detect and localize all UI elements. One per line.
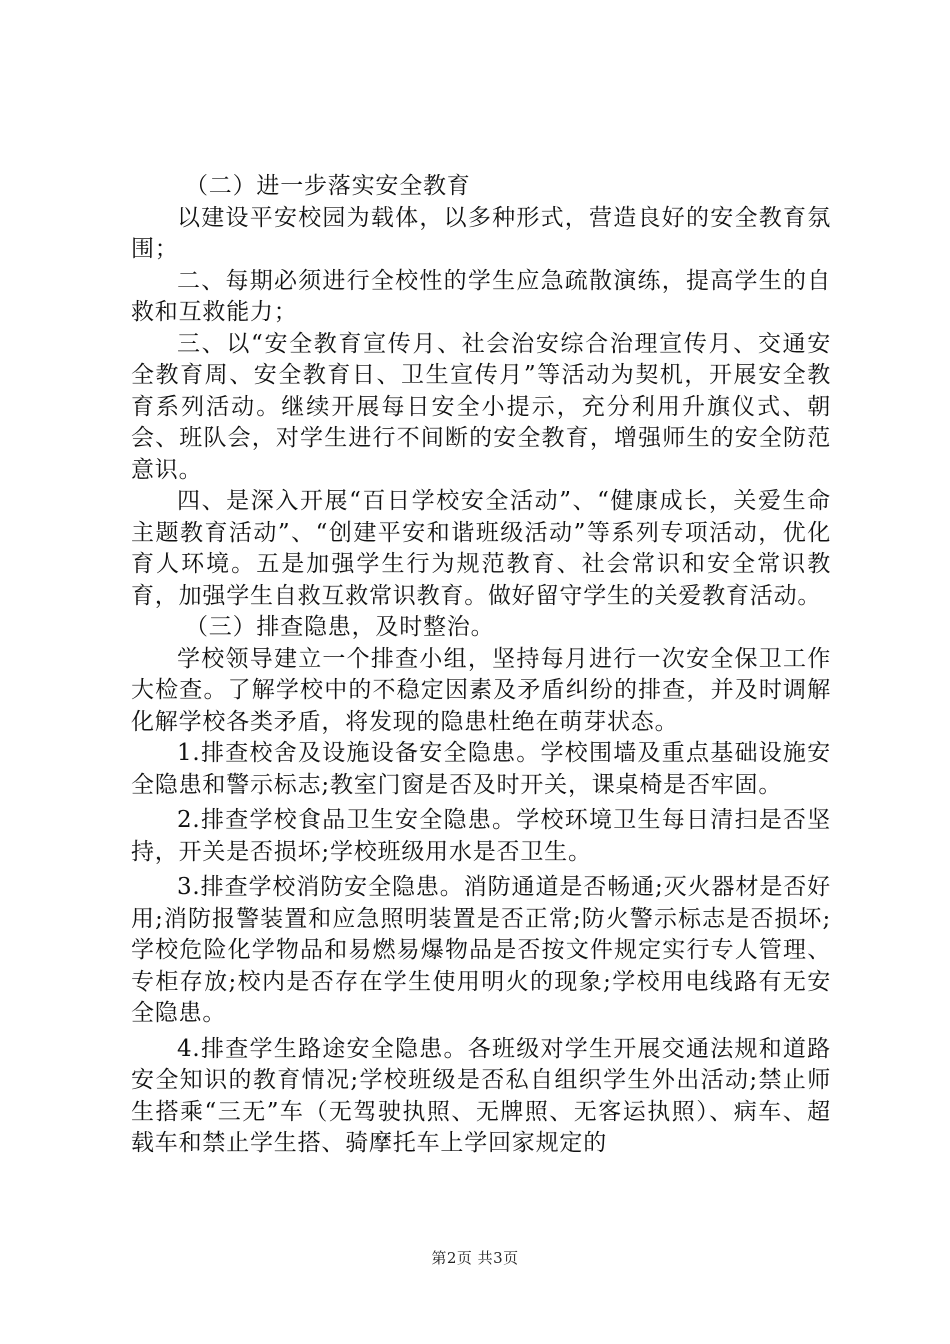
paragraph: 以建设平安校园为载体，以多种形式，营造良好的安全教育氛围； <box>131 204 831 262</box>
paragraph: 四、是深入开展“百日学校安全活动”、“健康成长，关爱生命主题教育活动”、“创建平安和谐班级活动”等系列专项活动，优化育人环境。五是加强学生行为规范教育、社会常识和安全常识教育，加强学生自救互救常识教育。做好留守学生的关爱教育活动。 <box>131 488 831 609</box>
paragraph: 三、以“安全教育宣传月、社会治安综合治理宣传月、交通安全教育周、安全教育日、卫生宣传月”等活动为契机，开展安全教育系列活动。继续开展每日安全小提示，充分利用升旗仪式、朝会、班队会，对学生进行不间断的安全教育，增强师生的安全防范意识。 <box>131 330 831 483</box>
list-item: 3.排查学校消防安全隐患。消防通道是否畅通;灭火器材是否好用;消防报警装置和应急照明装置是否正常;防火警示标志是否损坏;学校危险化学物品和易燃易爆物品是否按文件规定实行专人管理、专柜存放;校内是否存在学生使用明火的现象;学校用电线路有无安全隐患。 <box>131 874 831 1026</box>
list-item: 1.排查校舍及设施设备安全隐患。学校围墙及重点基础设施安全隐患和警示标志;教室门窗是否及时开关，课桌椅是否牢固。 <box>131 740 831 798</box>
list-item: 4.排查学生路途安全隐患。各班级对学生开展交通法规和道路安全知识的教育情况;学校班级是否私自组织学生外出活动;禁止师生搭乘“三无”车（无驾驶执照、无牌照、无客运执照）、病车、超载车和禁止学生搭、骑摩托车上学回家规定的 <box>131 1035 831 1156</box>
paragraph: 学校领导建立一个排查小组，坚持每月进行一次安全保卫工作大检查。了解学校中的不稳定因素及矛盾纠纷的排查，并及时调解化解学校各类矛盾，将发现的隐患杜绝在萌芽状态。 <box>131 645 831 735</box>
section-heading-2: （二）进一步落实安全教育 <box>185 173 471 199</box>
page-number: 第2页 共3页 <box>431 1249 519 1267</box>
document-body <box>131 171 831 1160</box>
list-item: 2.排查学校食品卫生安全隐患。学校环境卫生每日清扫是否坚持，开关是否损坏;学校班级用水是否卫生。 <box>131 807 831 865</box>
section-heading-3: （三）排查隐患，及时整治。 <box>185 614 495 640</box>
paragraph: 二、每期必须进行全校性的学生应急疏散演练，提高学生的自救和互救能力； <box>131 267 831 325</box>
